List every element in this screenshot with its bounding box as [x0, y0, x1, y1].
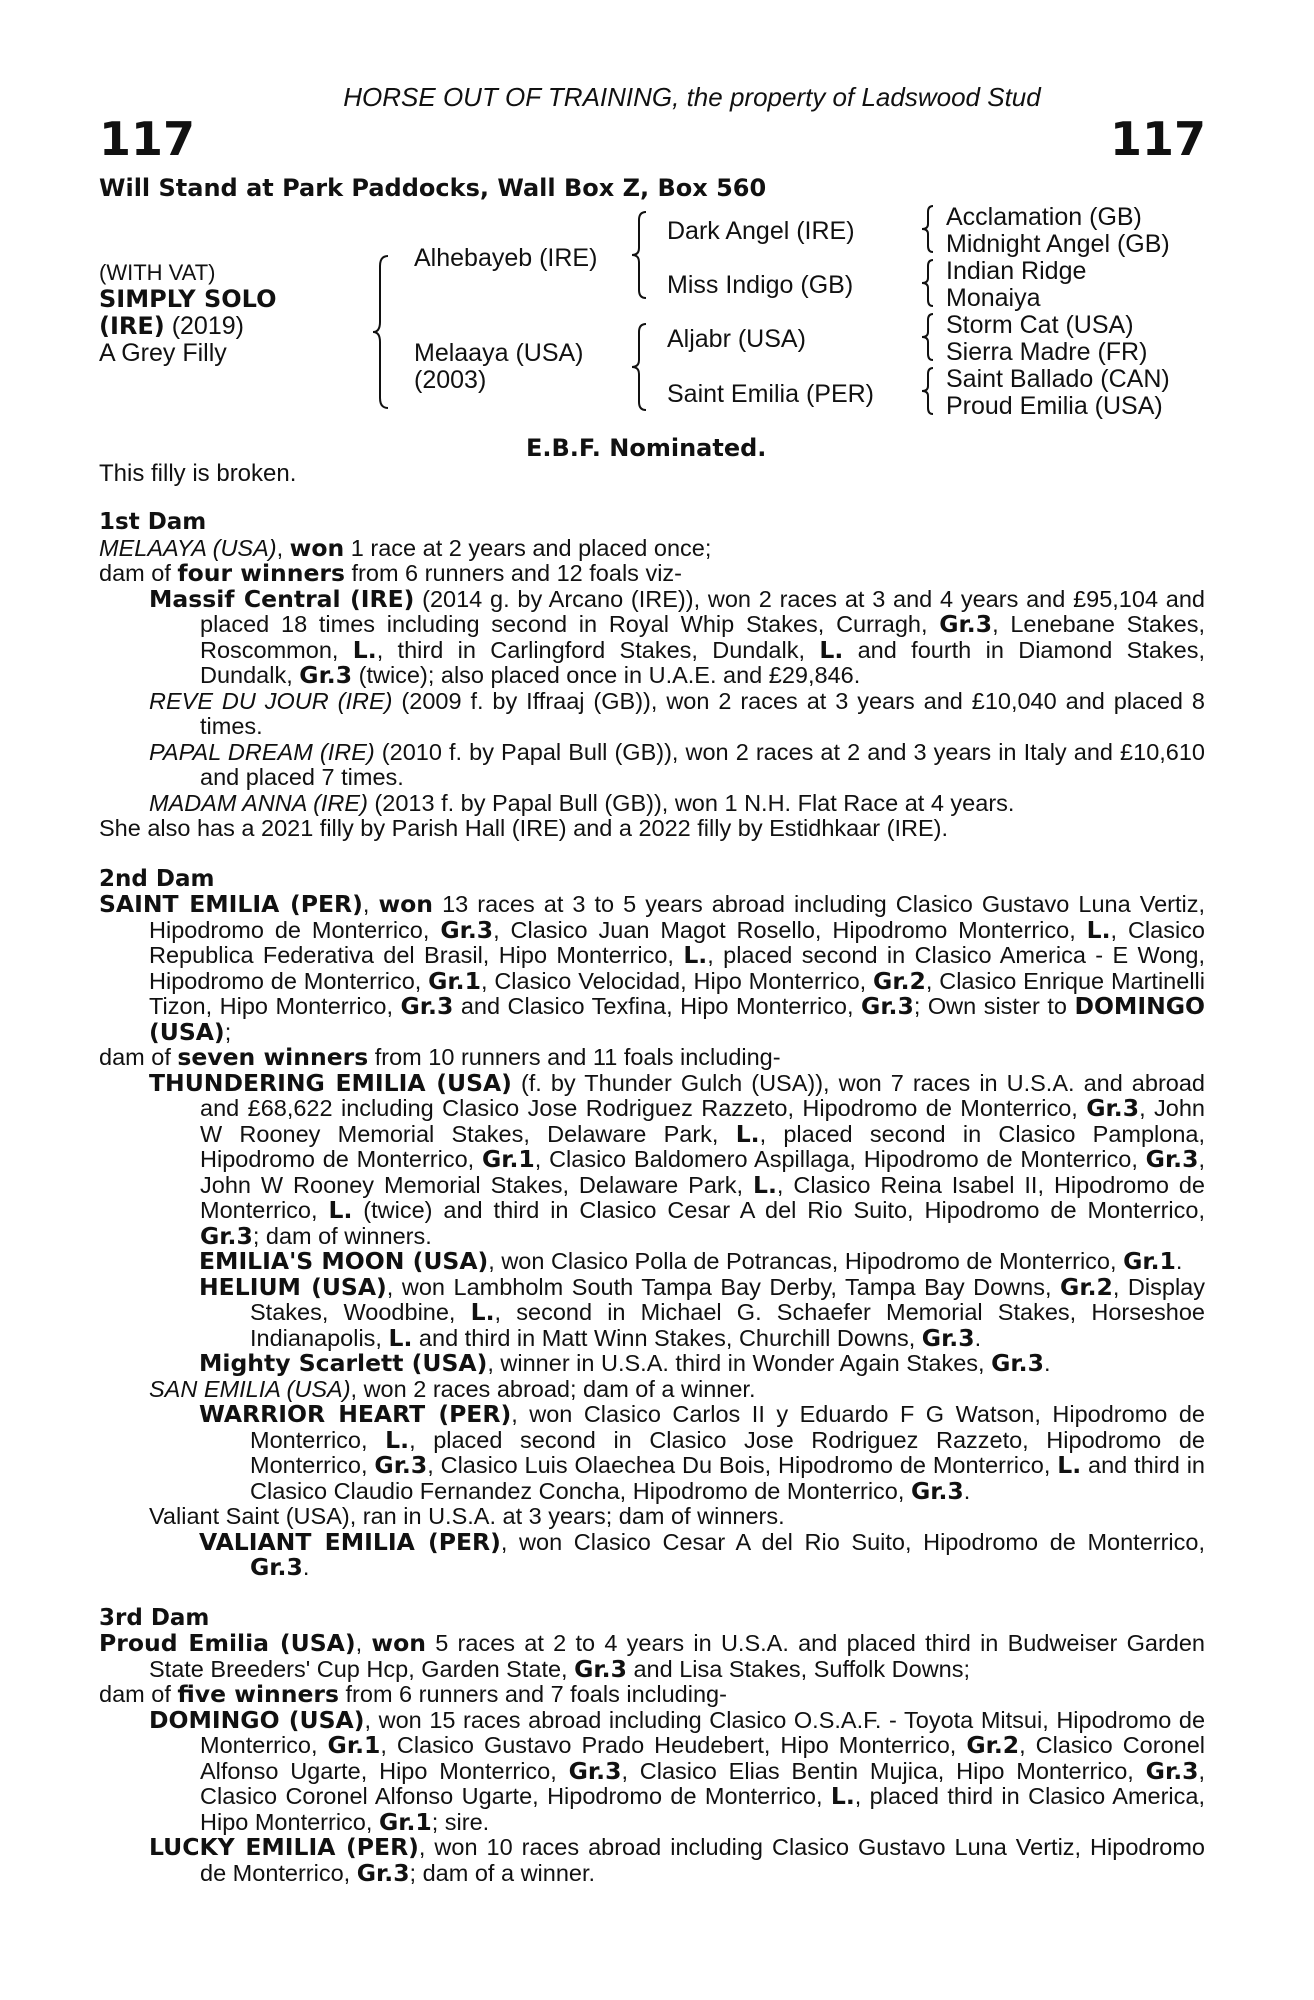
ped-sdd: Monaiya	[946, 284, 1041, 312]
ped-dds: Saint Ballado (CAN)	[946, 365, 1170, 393]
pedigree-dam-year: (2003)	[414, 366, 487, 394]
horse-year: (2019)	[171, 312, 244, 340]
vat-note: (WITH VAT)	[99, 260, 216, 285]
lot-number-right: 117	[1109, 112, 1206, 166]
horse-info	[99, 259, 277, 367]
ped-ssd: Midnight Angel (GB)	[946, 230, 1170, 258]
pedigree-sire: Alhebayeb (IRE)	[414, 244, 598, 272]
catalogue-body	[99, 510, 1205, 1886]
produce-massif-central: Massif Central (IRE) (2014 g. by Arcano (IRE)), won 2 races at 3 and 4 years and £95,104 and placed 18 times including second in Royal Whip Stakes, Curragh, Gr.3, Lenebane Stakes, Roscommon, L., third in Carlingford Stakes, Dundalk, L. and fourth in Diamond Stakes, Dundalk, Gr.3 (twice); also placed once in U.A.E. and £29,846.	[149, 584, 1206, 689]
first-dam-also-has: She also has a 2021 filly by Parish Hall (IRE) and a 2022 filly by Estidhkaar (IRE).	[99, 815, 949, 841]
g3-brace-2	[920, 258, 936, 308]
first-dam-para: MELAAYA (USA), won 1 race at 2 years and placed once;	[99, 533, 712, 562]
third-dam-para: Proud Emilia (USA), won 5 races at 2 to 4 years in U.S.A. and placed third in Budweiser Garden State Breeders' Cup Hcp, Garden State, Gr.3 and Lisa Stakes, Suffolk Downs;	[99, 1629, 1205, 1683]
stand-location: Will Stand at Park Paddocks, Wall Box Z, Box 560	[99, 174, 767, 202]
produce-helium: HELIUM (USA), won Lambholm South Tampa Bay Derby, Tampa Bay Downs, Gr.2, Display Stakes, Woodbine, L., second in Michael G. Schaefer Memorial Stakes, Horseshoe Indianapolis, L. and third in Matt Winn Stakes, Churchill Downs, Gr.3.	[199, 1272, 1205, 1352]
ped-dss: Storm Cat (USA)	[946, 311, 1134, 339]
lot-number-left: 117	[99, 112, 196, 166]
ped-sss: Acclamation (GB)	[946, 203, 1142, 231]
produce-warrior-heart: WARRIOR HEART (PER), won Clasico Carlos II y Eduardo F G Watson, Hipodromo de Monterrico, L., placed second in Clasico Jose Rodriguez Razzeto, Hipodromo de Monterrico, Gr.3, Clasico Luis Olaechea Du Bois, Hipodromo de Monterrico, L. and third in Clasico Claudio Fernandez Concha, Hipodromo de Monterrico, Gr.3.	[199, 1400, 1205, 1505]
produce-mighty-scarlett: Mighty Scarlett (USA), winner in U.S.A. third in Wonder Again Stakes, Gr.3.	[199, 1349, 1051, 1377]
ped-sds: Indian Ridge	[946, 257, 1087, 285]
pedigree-dam-name: Melaaya (USA)	[414, 339, 584, 367]
second-dam-produce: dam of seven winners from 10 runners and 11 foals including-	[99, 1043, 781, 1071]
horse-origin-year	[99, 313, 277, 340]
produce-madam-anna: MADAM ANNA (IRE) (2013 f. by Papal Bull (GB)), won 1 N.H. Flat Race at 4 years.	[149, 789, 1015, 816]
produce-san-emilia: SAN EMILIA (USA), won 2 races abroad; dam of a winner.	[149, 1375, 756, 1402]
third-dam-heading: 3rd Dam	[99, 1604, 210, 1631]
dam-parents-brace	[630, 322, 650, 412]
pedigree-dam-dam: Saint Emilia (PER)	[667, 380, 874, 408]
pedigree-sire-dam: Miss Indigo (GB)	[667, 271, 854, 299]
horse-description: A Grey Filly	[99, 339, 227, 367]
produce-domingo: DOMINGO (USA), won 15 races abroad including Clasico O.S.A.F. - Toyota Mitsui, Hipodromo de Monterrico, Gr.1, Clasico Gustavo Prado Heudebert, Hipo Monterrico, Gr.2, Clasico Coronel Alfonso Ugarte, Hipo Monterrico, Gr.3, Clasico Elias Bentin Mujica, Hipo Monterrico, Gr.3, Clasico Coronel Alfonso Ugarte, Hipodromo de Monterrico, L., placed third in Clasico America, Hipo Monterrico, Gr.1; sire.	[149, 1705, 1206, 1836]
pedigree-sire-sire: Dark Angel (IRE)	[667, 217, 855, 245]
produce-lucky-emilia: LUCKY EMILIA (PER), won 10 races abroad including Clasico Gustavo Luna Vertiz, Hipodromo de Monterrico, Gr.3; dam of a winner.	[149, 1833, 1205, 1887]
ped-ddd: Proud Emilia (USA)	[946, 392, 1163, 420]
pedigree-g3-col	[946, 204, 1170, 420]
first-dam-heading: 1st Dam	[99, 509, 207, 535]
pedigree-dam	[414, 340, 584, 394]
ebf-nominated: E.B.F. Nominated.	[526, 434, 767, 462]
sire-parents-brace	[630, 210, 650, 300]
g3-brace-3	[920, 312, 936, 362]
sire-dam-brace	[370, 254, 392, 410]
second-dam-heading: 2nd Dam	[99, 865, 215, 892]
broken-note: This filly is broken.	[99, 460, 297, 487]
horse-origin: (IRE)	[99, 312, 165, 340]
ped-dsd: Sierra Madre (FR)	[946, 338, 1148, 366]
produce-valiant-emilia: VALIANT EMILIA (PER), won Clasico Cesar A del Rio Suito, Hipodromo de Monterrico, Gr.3.	[199, 1527, 1205, 1581]
produce-emilias-moon: EMILIA'S MOON (USA), won Clasico Polla de Potrancas, Hipodromo de Monterrico, Gr.1.	[199, 1247, 1183, 1275]
g3-brace-1	[920, 204, 936, 254]
pedigree-dam-sire: Aljabr (USA)	[667, 325, 806, 353]
first-dam-produce: dam of four winners from 6 runners and 12 foals viz-	[99, 559, 682, 587]
produce-reve-du-jour: REVE DU JOUR (IRE) (2009 f. by Iffraaj (GB)), won 2 races at 3 years and £10,040 and placed 8 times.	[149, 687, 1205, 739]
produce-papal-dream: PAPAL DREAM (IRE) (2010 f. by Papal Bull (GB)), won 2 races at 2 and 3 years in Italy and £10,610 and placed 7 times.	[149, 738, 1206, 790]
third-dam-produce: dam of five winners from 6 runners and 7 foals including-	[99, 1680, 727, 1708]
g3-brace-4	[920, 366, 936, 416]
page-header-title: HORSE OUT OF TRAINING, the property of Ladswood Stud	[343, 82, 1041, 112]
horse-name: SIMPLY SOLO	[99, 285, 277, 313]
second-dam-para: SAINT EMILIA (PER), won 13 races at 3 to 5 years abroad including Clasico Gustavo Luna Vertiz, Hipodromo de Monterrico, Gr.3, Clasico Juan Magot Rosello, Hipodromo Monterrico, L., Clasico Republica Federativa del Brasil, Hipo Monterrico, L., placed second in Clasico America - E Wong, Hipodromo de Monterrico, Gr.1, Clasico Velocidad, Hipo Monterrico, Gr.2, Clasico Enrique Martinelli Tizon, Hipo Monterrico, Gr.3 and Clasico Texfina, Hipo Monterrico, Gr.3; Own sister to DOMINGO (USA);	[99, 890, 1206, 1046]
produce-thundering-emilia: THUNDERING EMILIA (USA) (f. by Thunder Gulch (USA)), won 7 races in U.S.A. and abroad and £68,622 including Clasico Jose Rodriguez Razzeto, Hipodromo de Monterrico, Gr.3, John W Rooney Memorial Stakes, Delaware Park, L., placed second in Clasico Pamplona, Hipodromo de Monterrico, Gr.1, Clasico Baldomero Aspillaga, Hipodromo de Monterrico, Gr.3, John W Rooney Memorial Stakes, Delaware Park, L., Clasico Reina Isabel II, Hipodromo de Monterrico, L. (twice) and third in Clasico Cesar A del Rio Suito, Hipodromo de Monterrico, Gr.3; dam of winners.	[149, 1068, 1205, 1250]
produce-valiant-saint: Valiant Saint (USA), ran in U.S.A. at 3 years; dam of winners.	[149, 1503, 785, 1529]
